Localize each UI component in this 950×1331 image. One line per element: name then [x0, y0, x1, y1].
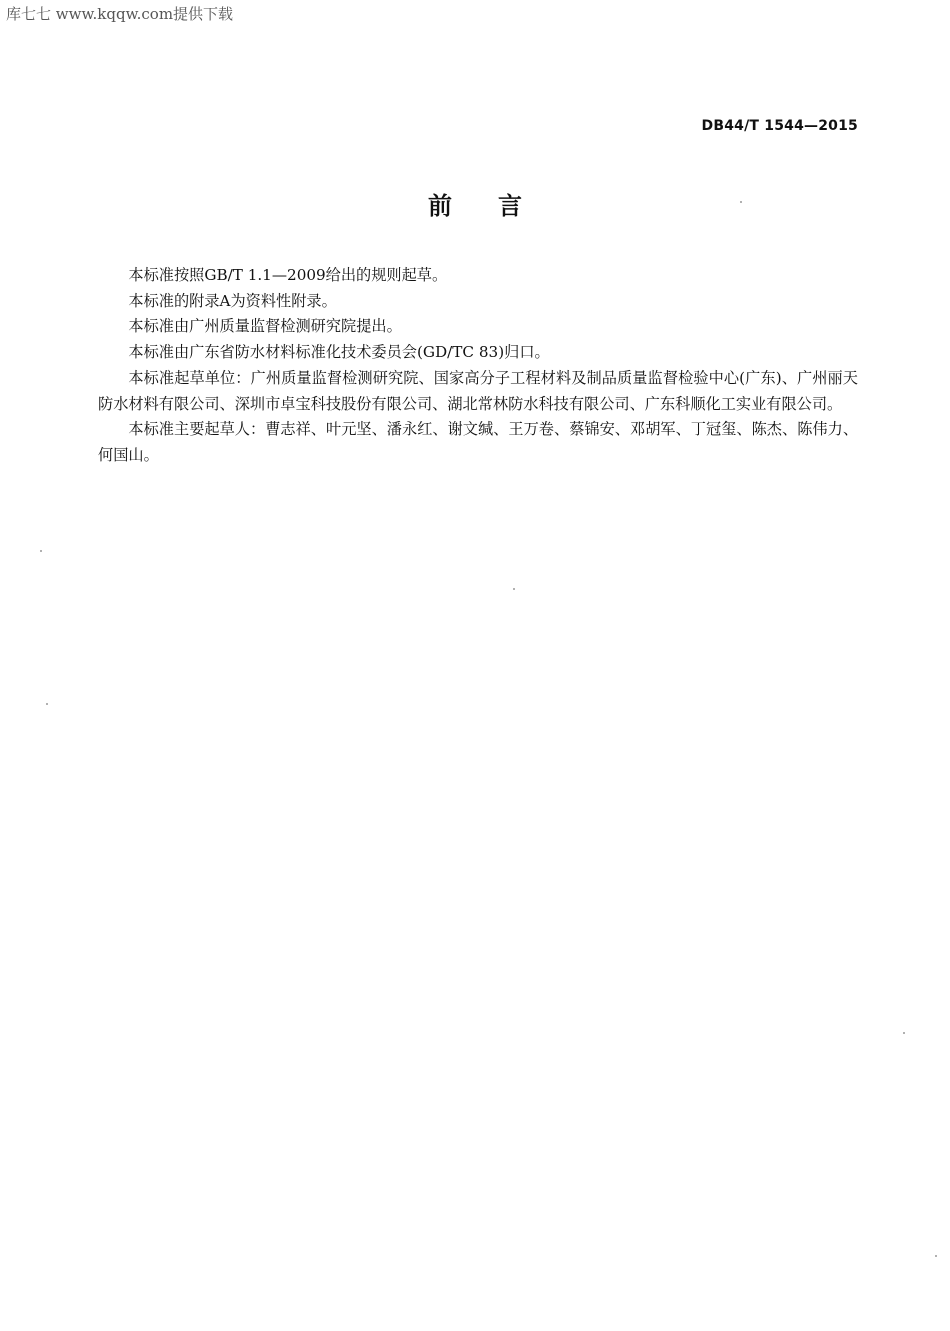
- paragraph-drafting-rules: 本标准按照GB/T 1.1—2009给出的规则起草。: [128, 266, 448, 284]
- paragraph-proposer: 本标准由广州质量监督检测研究院提出。: [128, 317, 402, 336]
- paragraph-committee: 本标准由广东省防水材料标准化技术委员会(GD/TC 83)归口。: [128, 343, 550, 362]
- paragraph-drafters: 本标准主要起草人：曹志祥、叶元坚、潘永红、谢文缄、王万卷、蔡锦安、邓胡军、丁冠玺、陈杰、陈伟力、何国山。: [98, 420, 858, 464]
- foreword-body: [98, 263, 858, 469]
- download-watermark: 库七七 www.kqqw.com提供下载: [6, 5, 234, 23]
- paragraph-drafting-units: 本标准起草单位：广州质量监督检测研究院、国家高分子工程材料及制品质量监督检验中心(广东)、广州丽天防水材料有限公司、深圳市卓宝科技股份有限公司、湖北常林防水科技有限公司、广东科顺化工实业有限公司。: [98, 368, 858, 413]
- scan-speck: [40, 550, 42, 552]
- standard-code: DB44/T 1544—2015: [701, 118, 858, 134]
- scan-speck: [513, 588, 515, 590]
- page-title: 前言: [428, 192, 568, 220]
- scan-speck: [740, 201, 742, 203]
- scan-speck: [903, 1032, 905, 1034]
- scan-speck: [935, 1255, 937, 1257]
- scan-speck: [46, 703, 48, 705]
- paragraph-appendix: 本标准的附录A为资料性附录。: [128, 291, 337, 310]
